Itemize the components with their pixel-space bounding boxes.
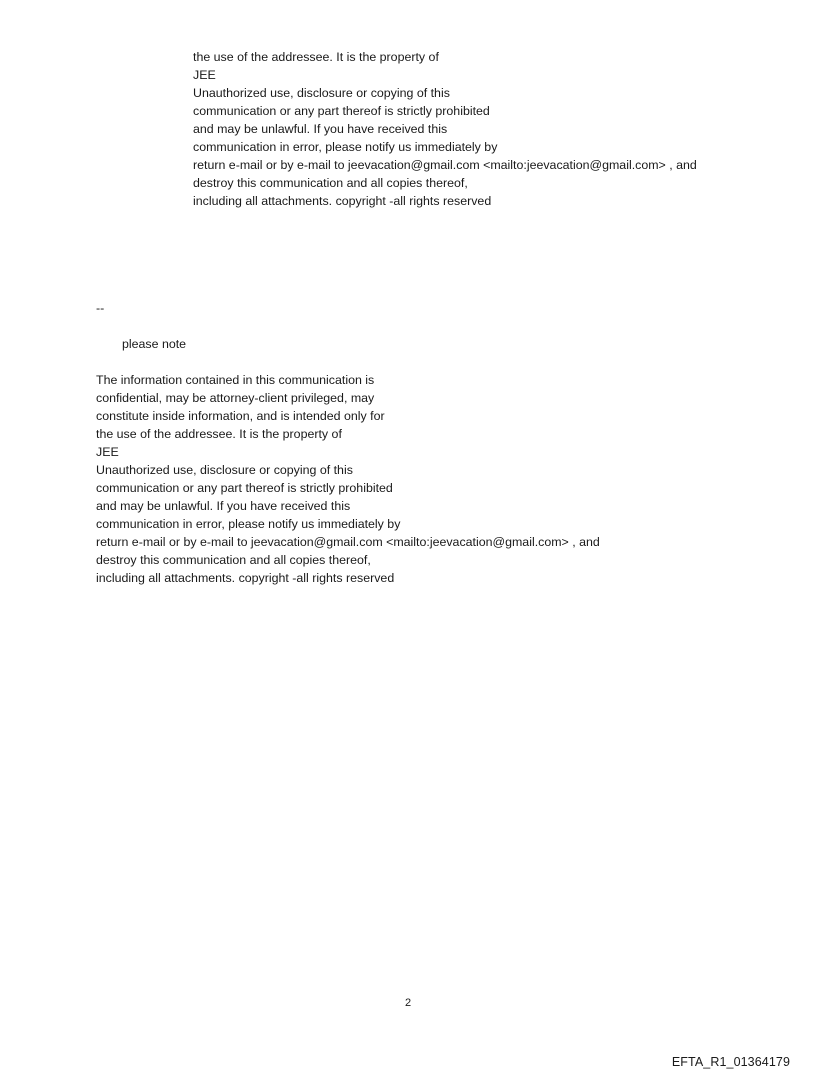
disclaimer-line: including all attachments. copyright -all rights reserved xyxy=(96,571,395,585)
note-heading: please note xyxy=(122,337,187,351)
disclaimer-line: destroy this communication and all copies thereof, xyxy=(193,176,468,190)
disclaimer-line: Unauthorized use, disclosure or copying of this xyxy=(193,86,450,100)
disclaimer-line: and may be unlawful. If you have received this xyxy=(96,499,351,513)
document-id-stamp: EFTA_R1_01364179 xyxy=(671,1055,790,1069)
disclaimer-line: destroy this communication and all copies thereof, xyxy=(96,553,371,567)
main-disclaimer-block xyxy=(96,371,600,587)
disclaimer-line: Unauthorized use, disclosure or copying of this xyxy=(96,463,353,477)
disclaimer-line: JEE xyxy=(96,445,119,459)
signature-separator: -- xyxy=(96,301,105,315)
disclaimer-line: communication in error, please notify us immediately by xyxy=(96,517,401,531)
disclaimer-line: JEE xyxy=(193,68,216,82)
disclaimer-line: return e-mail or by e-mail to jeevacation@gmail.com <mailto:jeevacation@gmail.com> , and xyxy=(193,158,697,172)
disclaimer-line: including all attachments. copyright -all rights reserved xyxy=(193,194,492,208)
indented-disclaimer-block xyxy=(193,48,697,210)
disclaimer-line: confidential, may be attorney-client privileged, may xyxy=(96,391,375,405)
disclaimer-line: communication or any part thereof is strictly prohibited xyxy=(193,104,490,118)
disclaimer-line: return e-mail or by e-mail to jeevacation@gmail.com <mailto:jeevacation@gmail.com> , and xyxy=(96,535,600,549)
disclaimer-line: the use of the addressee. It is the property of xyxy=(96,427,342,441)
disclaimer-line: The information contained in this communication is xyxy=(96,373,375,387)
page-number: 2 xyxy=(404,997,412,1009)
disclaimer-line: constitute inside information, and is intended only for xyxy=(96,409,385,423)
disclaimer-line: the use of the addressee. It is the property of xyxy=(193,50,439,64)
disclaimer-line: communication in error, please notify us immediately by xyxy=(193,140,498,154)
disclaimer-line: and may be unlawful. If you have received this xyxy=(193,122,448,136)
disclaimer-line: communication or any part thereof is strictly prohibited xyxy=(96,481,393,495)
